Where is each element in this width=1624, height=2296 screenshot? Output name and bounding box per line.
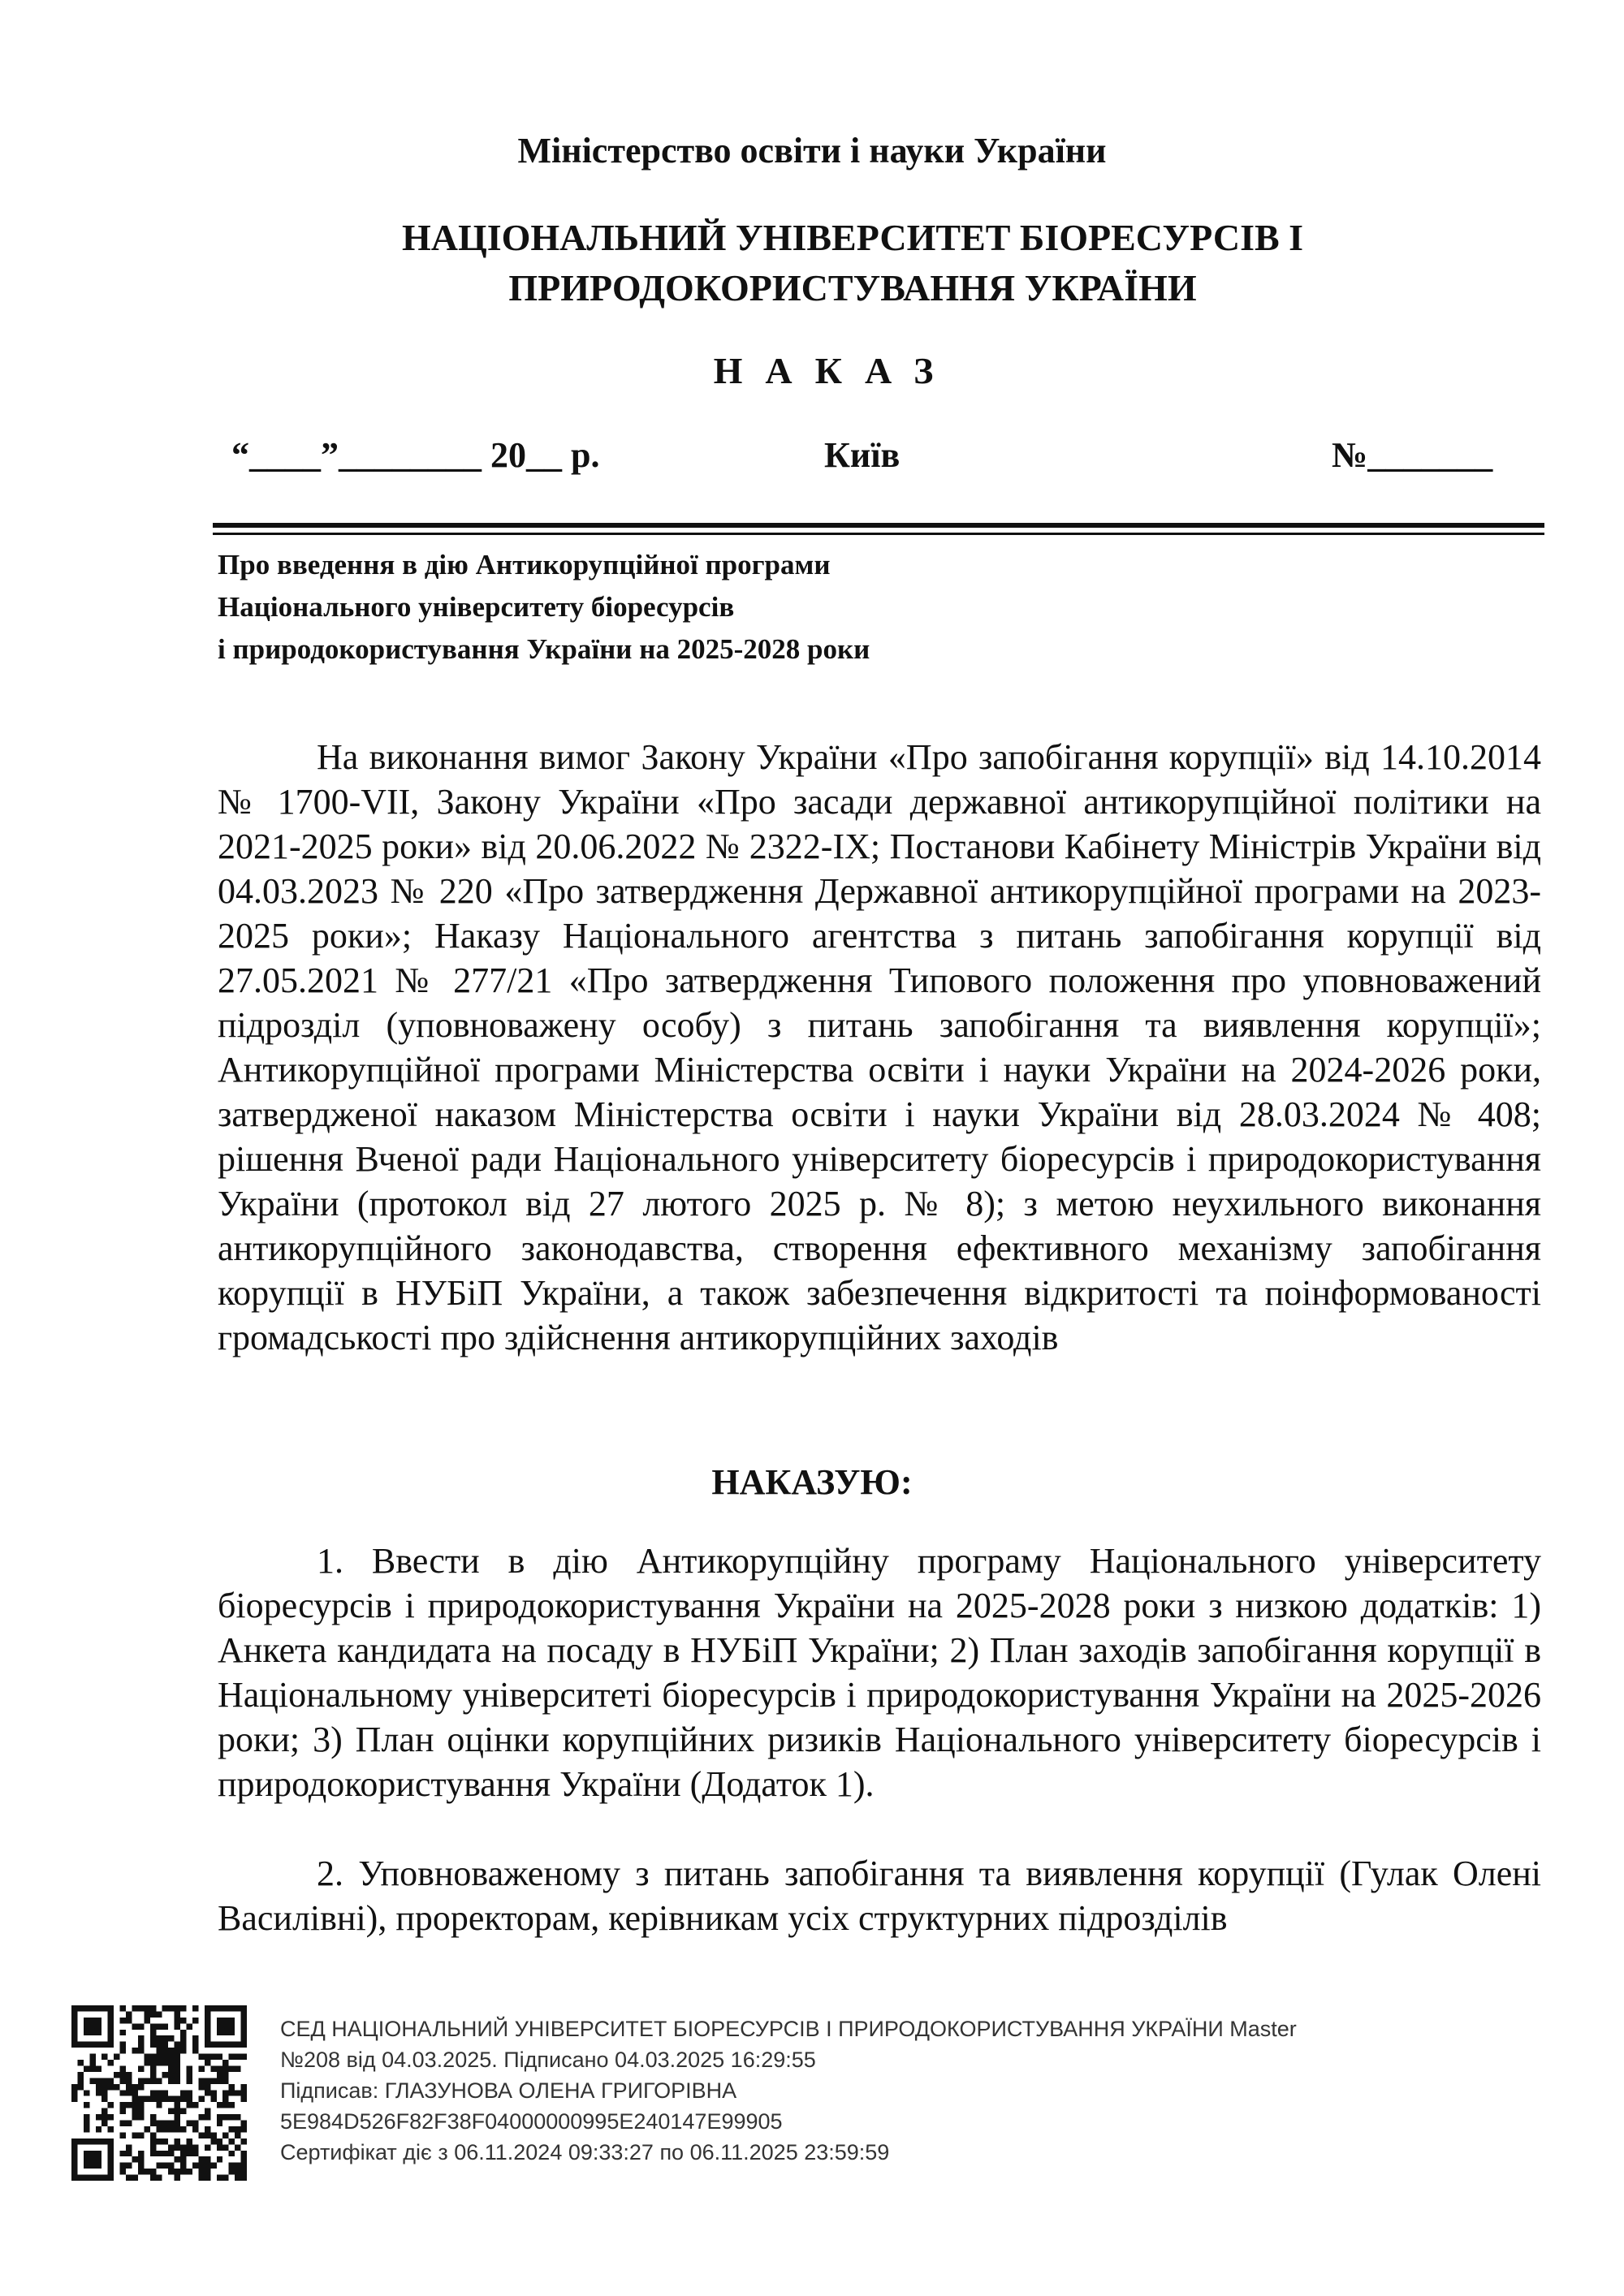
signature-system-line: СЕД НАЦІОНАЛЬНИЙ УНІВЕРСИТЕТ БІОРЕСУРСІВ І ПРИРОДОКОРИСТУВАННЯ УКРАЇНИ Master [280, 2017, 1297, 2041]
subject-line: Національного університету біоресурсів [218, 591, 735, 623]
signature-serial-line: 5E984D526F82F38F04000000995E240147E99905 [280, 2109, 783, 2134]
ministry-name: Міністерство освіти і науки України [517, 131, 1107, 170]
qr-code-icon [71, 2005, 247, 2181]
order-heading: НАКАЗУЮ: [711, 1462, 913, 1502]
document-type: НАКАЗ [713, 350, 957, 391]
subject-line: Про введення в дію Антикорупційної програми [218, 549, 831, 580]
signature-registration-line: №208 від 04.03.2025. Підписано 04.03.2025 16:29:55 [280, 2048, 816, 2072]
city: Київ [824, 435, 901, 475]
header-rule-thin [213, 533, 1544, 535]
date-placeholder: “____”________ 20__ р. [231, 435, 600, 475]
header-rule-thick [213, 523, 1544, 528]
order-item-2: 2. Уповноваженому з питань запобігання та виявлення корупції (Гулак Олені Василівні), проректорам, керівникам усіх структурних підрозділів [218, 1854, 1541, 1938]
signature-certificate-line: Сертифікат діє з 06.11.2024 09:33:27 по 06.11.2025 23:59:59 [280, 2140, 890, 2164]
order-number-placeholder: №_______ [1332, 435, 1493, 475]
order-subject [218, 544, 1354, 671]
university-name: НАЦІОНАЛЬНИЙ УНІВЕРСИТЕТ БІОРЕСУРСІВ І ПРИРОДОКОРИСТУВАННЯ УКРАЇНИ [401, 217, 1304, 309]
preamble-paragraph: На виконання вимог Закону України «Про запобігання корупції» від 14.10.2014 № 1700-VII, Закону України «Про засади державної антикорупційної політики на 2021-2025 роки» від 20.06.2022 № 2322-IX; Постанови Кабінету Міністрів України від 04.03.2023 № 220 «Про затвердження Державної антикорупційної програми на 2023-2025 роки»; Наказу Національного агентства з питань запобігання корупції від 27.05.2021 № 277/21 «Про затвердження Типового положення про уповноважений підрозділ (уповноважену особу) з питань запобігання та виявлення корупції»; Антикорупційної програми Міністерства освіти і науки України на 2024-2026 роки, затвердженої наказом Міністерства освіти і науки України від 28.03.2024 № 408; рішення Вченої ради Національного університету біоресурсів і природокористування України (протокол від 27 лютого 2025 р. № 8); з метою неухильного виконання антикорупційного законодавства, створення ефективного механізму запобігання корупції в НУБіП України, а також забезпечення відкритості та поінформованості громадськості про здійснення антикорупційних заходів [218, 737, 1541, 1357]
e-signature-block [280, 2013, 1547, 2168]
signature-signer-line: Підписав: ГЛАЗУНОВА ОЛЕНА ГРИГОРІВНА [280, 2078, 737, 2103]
order-item-1: 1. Ввести в дію Антикорупційну програму Національного університету біоресурсів і природокористування України на 2025-2028 роки з низкою додатків: 1) Анкета кандидата на посаду в НУБіП України; 2) План заходів запобігання корупції в Національному університеті біоресурсів і природокористування України на 2025-2026 роки; 3) План оцінки корупційних ризиків Національного університету біоресурсів і природокористування України (Додаток 1). [218, 1541, 1541, 1804]
subject-line: і природокористування України на 2025-2028 роки [218, 633, 870, 665]
